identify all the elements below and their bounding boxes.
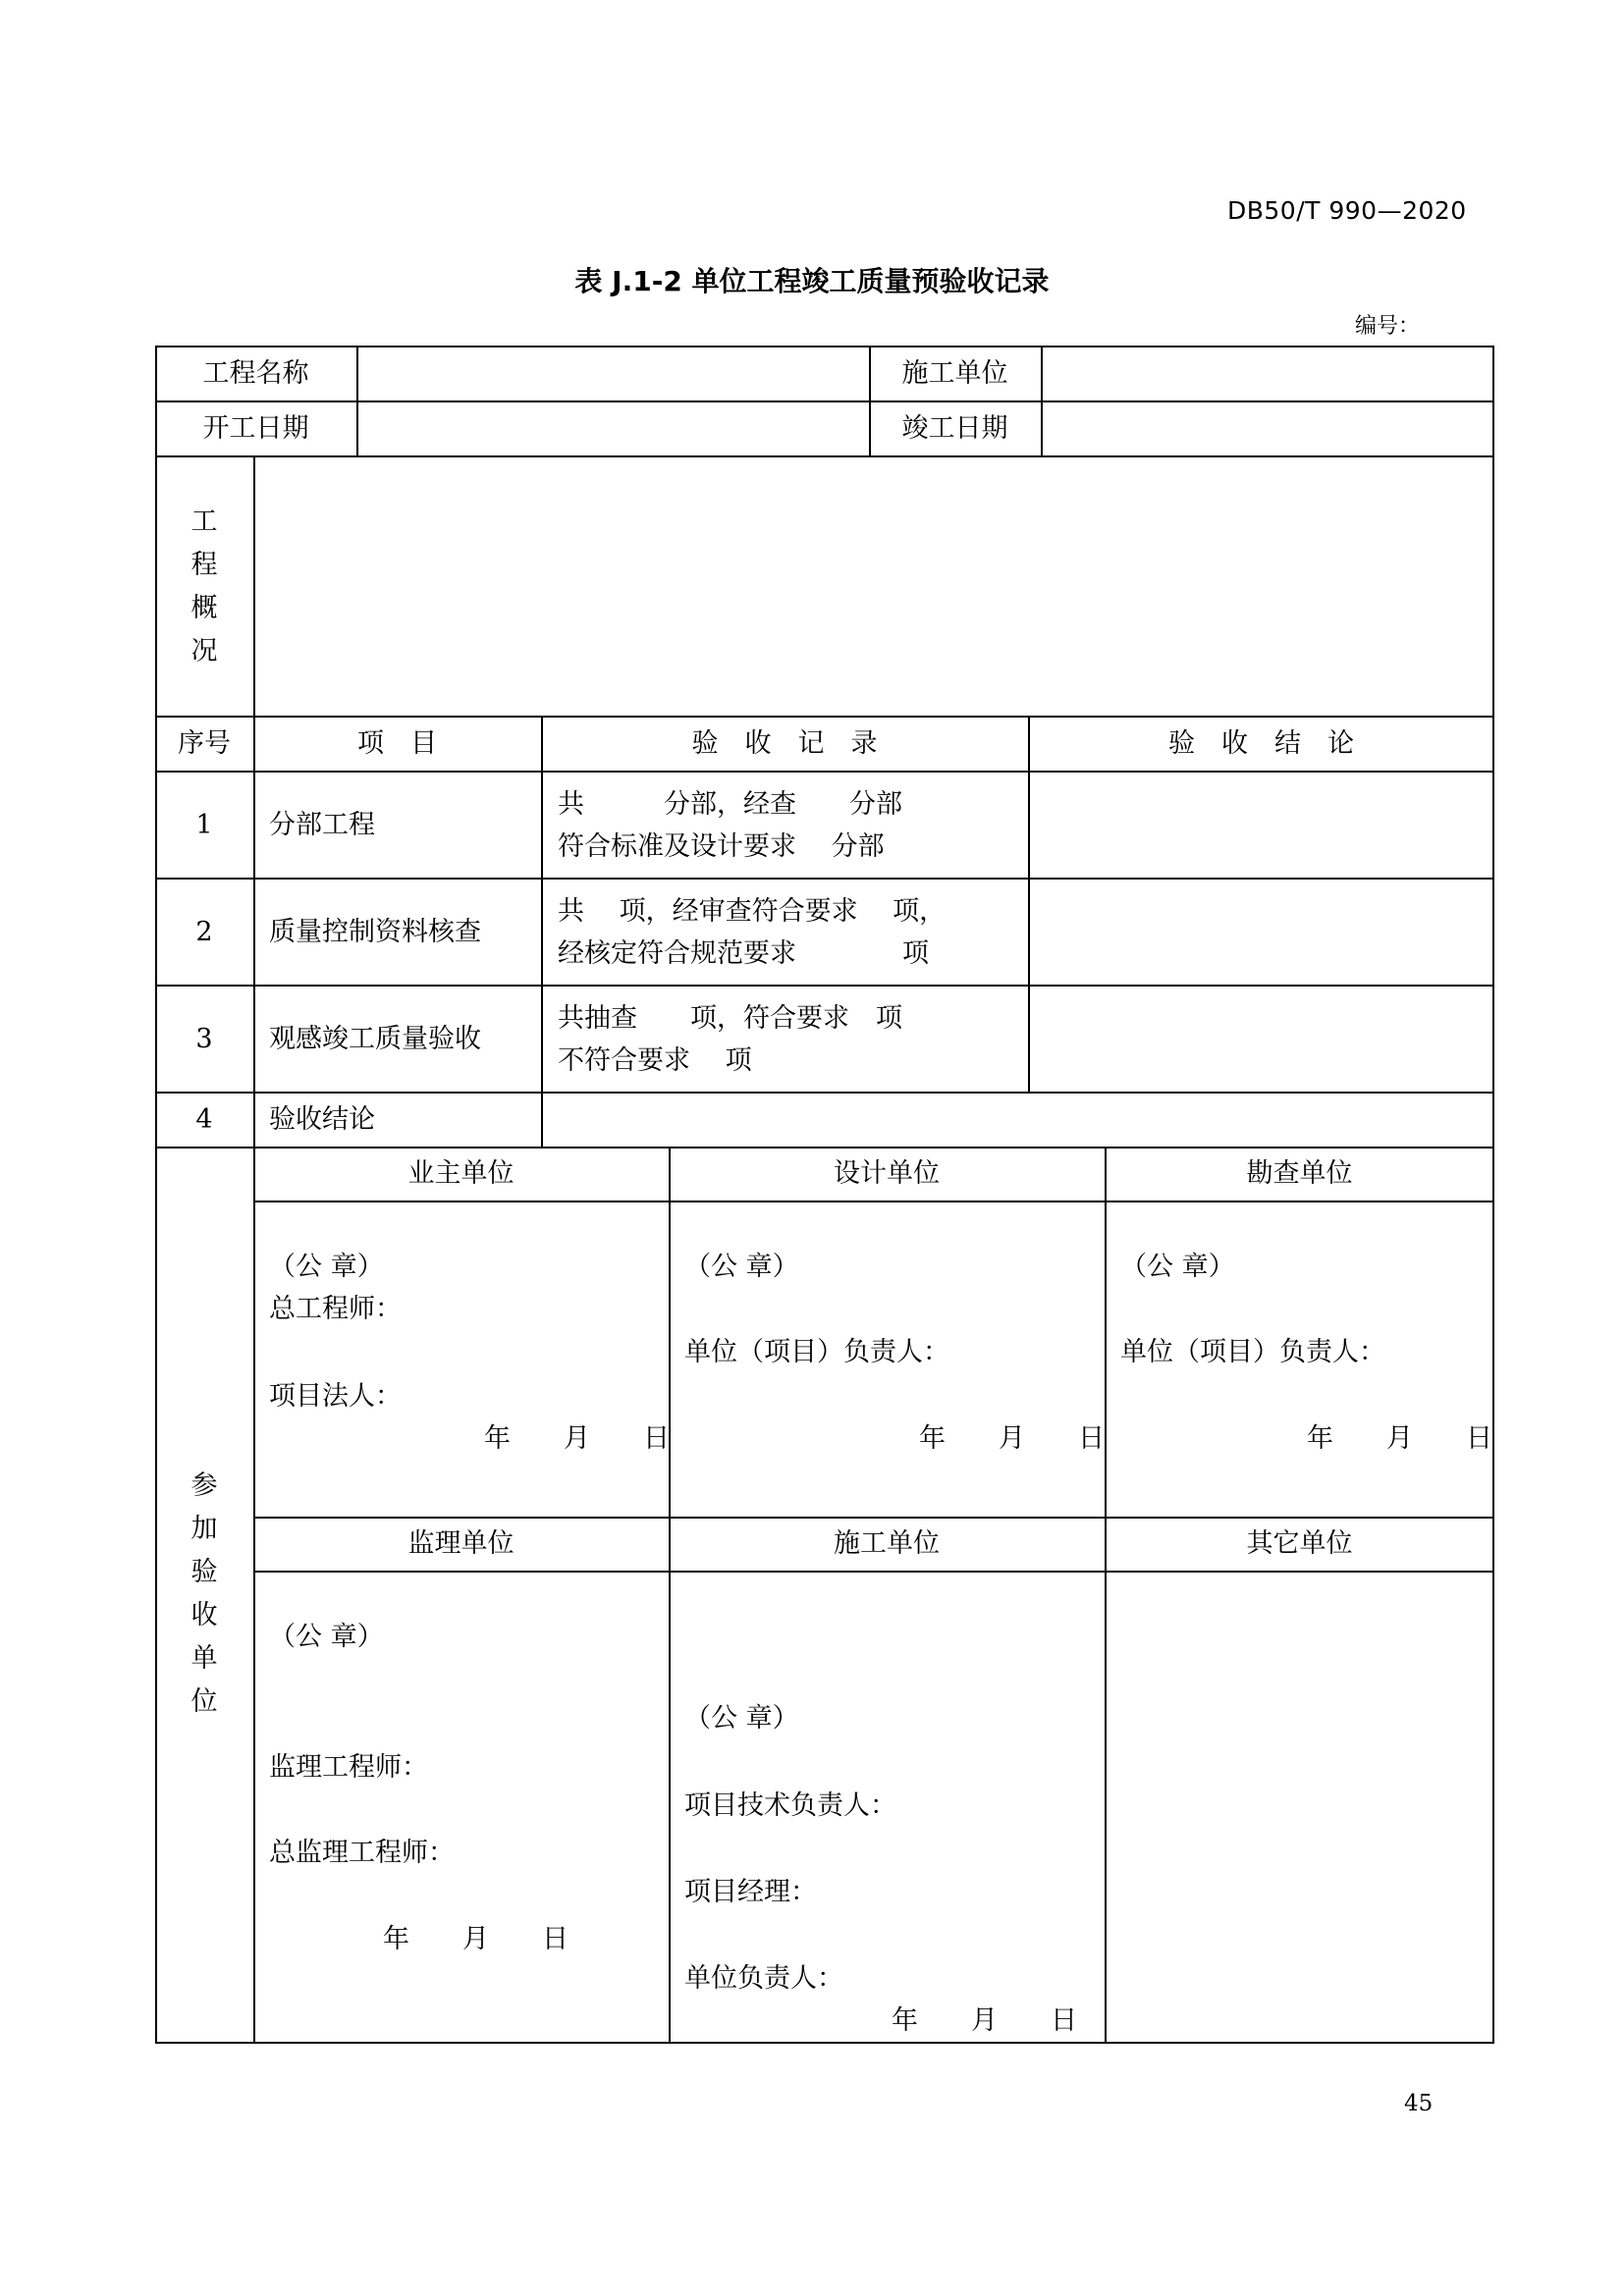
owner-legal-person: 项目法人： (269, 1381, 402, 1412)
row-record-line: 共抽查 项，符合要求 项 (558, 1003, 902, 1034)
record-header: 验 收 记 录 (691, 728, 878, 759)
survey-unit-title: 勘查单位 (1246, 1158, 1353, 1189)
row-record-line: 符合标准及设计要求 分部 (558, 831, 885, 862)
construction-unit-label: 施工单位 (901, 358, 1008, 389)
conclusion-header: 验 收 结 论 (1168, 728, 1354, 759)
row-seq: 1 (195, 810, 213, 840)
overview-field[interactable] (253, 455, 1494, 716)
completion-date-field[interactable] (1041, 400, 1494, 455)
survey-responsible: 单位（项目）负责人： (1120, 1337, 1385, 1367)
unit-responsible: 单位负责人： (684, 1963, 843, 1994)
serial-number-label: 编号： (1355, 314, 1421, 339)
supervision-engineer: 监理工程师： (269, 1752, 428, 1783)
row-record-line: 不符合要求 项 (558, 1045, 752, 1076)
supervision-seal: （公 章） (269, 1622, 384, 1652)
design-date: 年 月 日 (919, 1423, 1105, 1454)
owner-chief-engineer: 总工程师： (269, 1294, 402, 1324)
other-unit-title: 其它单位 (1246, 1528, 1353, 1559)
construction-seal: （公 章） (684, 1703, 799, 1734)
owner-unit-title: 业主单位 (407, 1158, 514, 1189)
overview-label: 工 程 概 况 (190, 507, 218, 667)
survey-seal: （公 章） (1120, 1252, 1235, 1282)
row-record-line: 经核定符合规范要求 项 (558, 938, 929, 969)
page-number: 45 (1404, 2091, 1434, 2116)
row-record-line: 共 分部，经查 分部 (558, 789, 902, 820)
seq-header: 序号 (178, 728, 231, 759)
form-title: 表 J.1-2 单位工程竣工质量预验收记录 (574, 265, 1050, 297)
supervision-unit-title: 监理单位 (407, 1528, 514, 1559)
acceptance-form (155, 346, 1494, 2044)
survey-date: 年 月 日 (1307, 1423, 1492, 1454)
design-unit-title: 设计单位 (834, 1158, 940, 1189)
completion-date-label: 竣工日期 (901, 413, 1008, 444)
construction-date: 年 月 日 (892, 2005, 1077, 2036)
row-item: 质量控制资料核查 (269, 917, 481, 947)
project-name-label: 工程名称 (202, 358, 309, 389)
participants-label: 参 加 验 收 单 位 (190, 1470, 218, 1717)
final-conclusion-field[interactable] (541, 1092, 1494, 1147)
design-responsible: 单位（项目）负责人： (684, 1337, 949, 1367)
project-name-field[interactable] (356, 346, 869, 400)
supervision-date: 年 月 日 (383, 1924, 568, 1954)
row-item: 分部工程 (269, 810, 375, 840)
row-item: 验收结论 (269, 1104, 375, 1135)
chief-supervision-engineer: 总监理工程师： (269, 1838, 455, 1868)
row-seq: 4 (195, 1104, 213, 1135)
owner-date: 年 月 日 (484, 1423, 670, 1454)
start-date-label: 开工日期 (202, 413, 309, 444)
item-header: 项 目 (357, 728, 437, 759)
row-seq: 3 (195, 1024, 213, 1054)
construction-unit-title: 施工单位 (834, 1528, 940, 1559)
design-seal: （公 章） (684, 1252, 799, 1282)
row-record-line: 共 项，经审查符合要求 项， (558, 896, 947, 927)
construction-unit-field[interactable] (1041, 346, 1494, 400)
standard-number: DB50/T 990—2020 (1227, 196, 1467, 225)
row-seq: 2 (195, 917, 213, 947)
start-date-field[interactable] (356, 400, 869, 455)
technical-lead: 项目技术负责人： (684, 1790, 896, 1821)
owner-seal: （公 章） (269, 1252, 384, 1282)
row-item: 观感竣工质量验收 (269, 1024, 481, 1054)
project-manager: 项目经理： (684, 1877, 817, 1907)
